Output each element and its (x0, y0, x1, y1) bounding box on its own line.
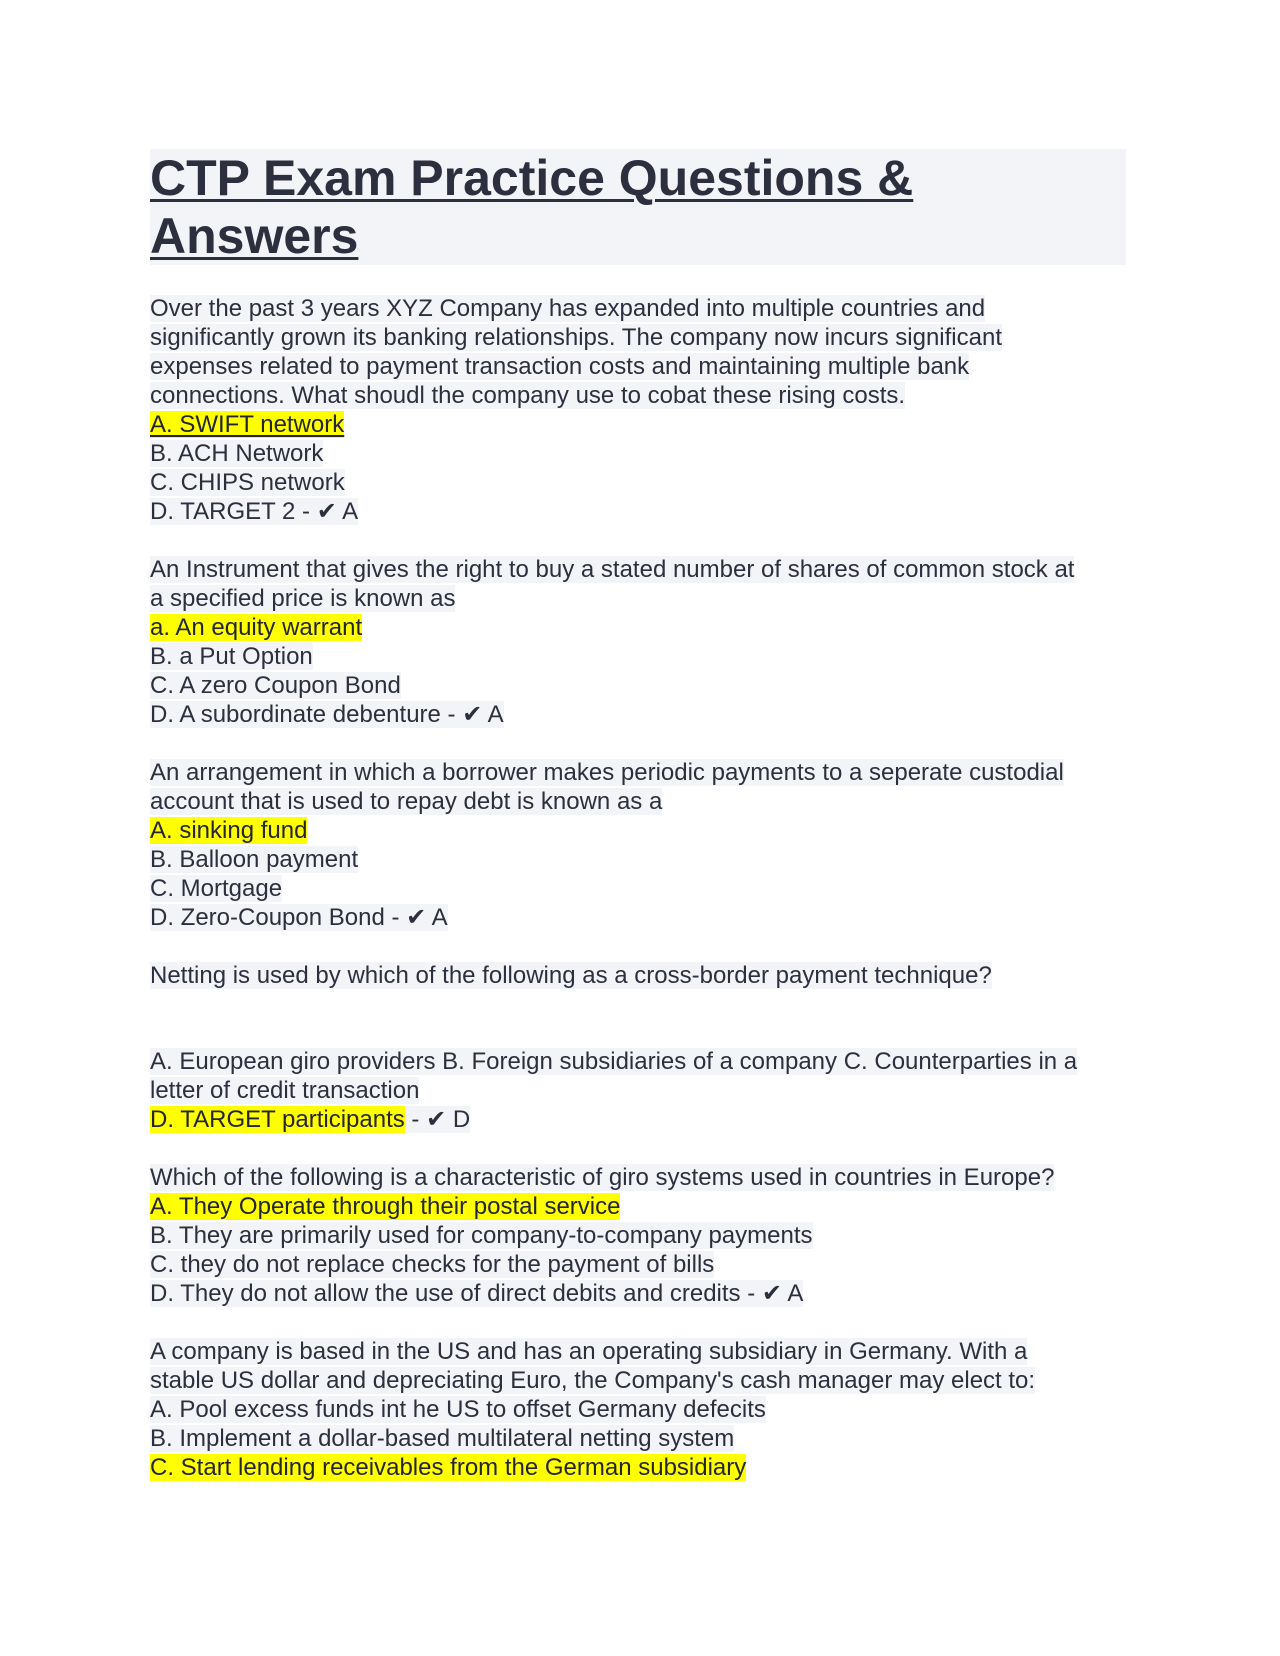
question-stem-line: A company is based in the US and has an operating subsidiary in Germany. With a (150, 1338, 1028, 1365)
answer-option: B. ACH Network (150, 440, 324, 467)
question-5 (150, 1163, 1140, 1308)
answer-options-paragraph: A. European giro providers B. Foreign subsidiaries of a company C. Counterparties in a (150, 1048, 1078, 1075)
question-stem-line: An arrangement in which a borrower makes periodic payments to a seperate custodial (150, 759, 1064, 786)
question-4 (150, 961, 1140, 1134)
question-2 (150, 555, 1140, 729)
document-title-line-1: CTP Exam Practice Questions & (150, 150, 914, 206)
question-stem-line: Over the past 3 years XYZ Company has expanded into multiple countries and (150, 295, 986, 322)
document-title-block (150, 149, 1126, 265)
question-stem-line: significantly grown its banking relationships. The company now incurs significant (150, 324, 1002, 351)
question-stem-line: account that is used to repay debt is known as a (150, 788, 663, 815)
answer-option: C. they do not replace checks for the payment of bills (150, 1251, 715, 1278)
question-6 (150, 1337, 1140, 1482)
answer-option: B. Balloon payment (150, 846, 359, 873)
answer-option-with-key: D. Zero-Coupon Bond - ✔ A (150, 904, 448, 931)
answer-options-paragraph: letter of credit transaction (150, 1077, 420, 1104)
answer-option: C. CHIPS network (150, 469, 345, 496)
answer-option: B. Implement a dollar-based multilateral netting system (150, 1425, 735, 1452)
answer-option: C. A zero Coupon Bond (150, 672, 401, 699)
question-1 (150, 294, 1140, 526)
question-stem-line: stable US dollar and depreciating Euro, the Company's cash manager may elect to: (150, 1367, 1036, 1394)
answer-option: B. They are primarily used for company-to-company payments (150, 1222, 813, 1249)
answer-option-with-key: D. A subordinate debenture - ✔ A (150, 701, 504, 728)
question-stem-line: An Instrument that gives the right to buy a stated number of shares of common stock at (150, 556, 1075, 583)
answer-option-highlighted: a. An equity warrant (150, 614, 363, 641)
answer-option-highlighted: A. They Operate through their postal service (150, 1193, 621, 1220)
question-stem-line: connections. What shoudl the company use to cobat these rising costs. (150, 382, 906, 409)
question-stem-line: expenses related to payment transaction costs and maintaining multiple bank (150, 353, 970, 380)
question-3 (150, 758, 1140, 932)
answer-option-with-key: D. TARGET 2 - ✔ A (150, 498, 359, 525)
questions-list (150, 294, 1140, 1511)
answer-option: A. Pool excess funds int he US to offset Germany defecits (150, 1396, 766, 1423)
answer-option-with-key: D. They do not allow the use of direct debits and credits - ✔ A (150, 1280, 804, 1307)
answer-option-highlighted: A. SWIFT network (150, 411, 345, 438)
answer-option: C. Mortgage (150, 875, 283, 902)
blank-space (150, 990, 1140, 1047)
question-stem-line: Which of the following is a characteristic of giro systems used in countries in Europe? (150, 1164, 1055, 1191)
document-title-line-2: Answers (150, 208, 359, 264)
answer-option-highlighted: A. sinking fund (150, 817, 308, 844)
answer-option-highlighted: C. Start lending receivables from the German subsidiary (150, 1454, 747, 1481)
question-stem-line: Netting is used by which of the following as a cross-border payment technique? (150, 962, 992, 989)
answer-option-highlighted: D. TARGET participants (150, 1106, 405, 1133)
answer-option: B. a Put Option (150, 643, 313, 670)
answer-key: - ✔ D (404, 1106, 471, 1133)
question-stem-line: a specified price is known as (150, 585, 456, 612)
